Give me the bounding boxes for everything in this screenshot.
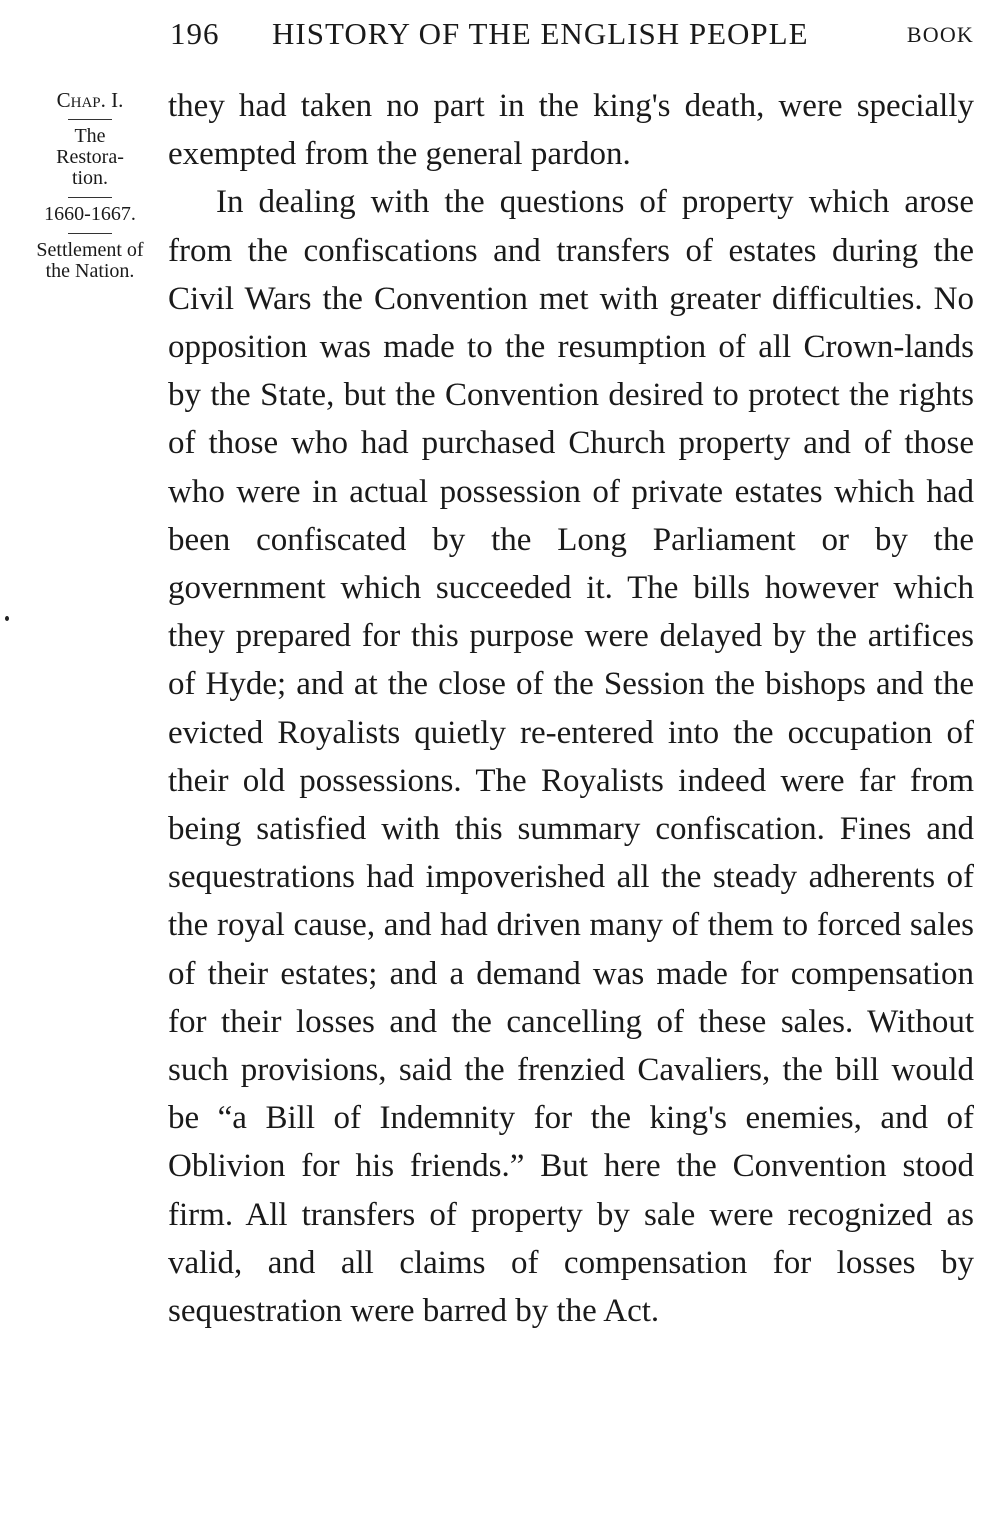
book-label: BOOK — [906, 22, 974, 47]
margin-divider — [68, 197, 112, 198]
margin-topic: Settlement of the Nation. — [36, 239, 144, 282]
margin-notes — [26, 90, 154, 282]
margin-divider — [68, 119, 112, 120]
body-text — [168, 82, 974, 1335]
margin-chapter: Chap. I. — [56, 88, 124, 112]
running-title: HISTORY OF THE ENGLISH PEOPLE — [272, 16, 809, 51]
stray-ink-mark — [5, 616, 9, 621]
page-number: 196 — [170, 16, 220, 51]
margin-dates: 1660-1667. — [44, 203, 136, 225]
margin-divider — [68, 233, 112, 234]
margin-section: The Restora-tion. — [56, 125, 124, 189]
paragraph: In dealing with the questions of property which arose from the confiscations and transfers of estates during the Civil Wars the Convention met with greater difficulties. No opposition was made to the resumption of all Crown-lands by the State, but the Convention desired to protect the rights of those who had purchased Church property and of those who were in actual possession of private estates which had been confiscated by the Long Parliament or by the government which succeeded it. The bills however which they prepared for this purpose were delayed by the artifices of Hyde; and at the close of the Session the bishops and the evicted Royalists quietly re-entered into the occupation of their old possessions. The Royalists indeed were far from being satisfied with this summary confiscation. Fines and sequestrations had impoverished all the steady adherents of the royal cause, and had driven many of them to forced sales of their estates; and a demand was made for compensation for their losses and the cancelling of these sales. Without such provisions, said the frenzied Cavaliers, the bill would be “a Bill of Indemnity for the king's enemies, and of Oblivion for his friends.” But here the Convention stood firm. All transfers of property by sale were recognized as valid, and all claims of compensation for losses by sequestration were barred by the Act. — [168, 184, 974, 1330]
page-header — [0, 10, 1000, 50]
paragraph: they had taken no part in the king's death, were specially exempted from the general pardon. — [168, 88, 974, 173]
